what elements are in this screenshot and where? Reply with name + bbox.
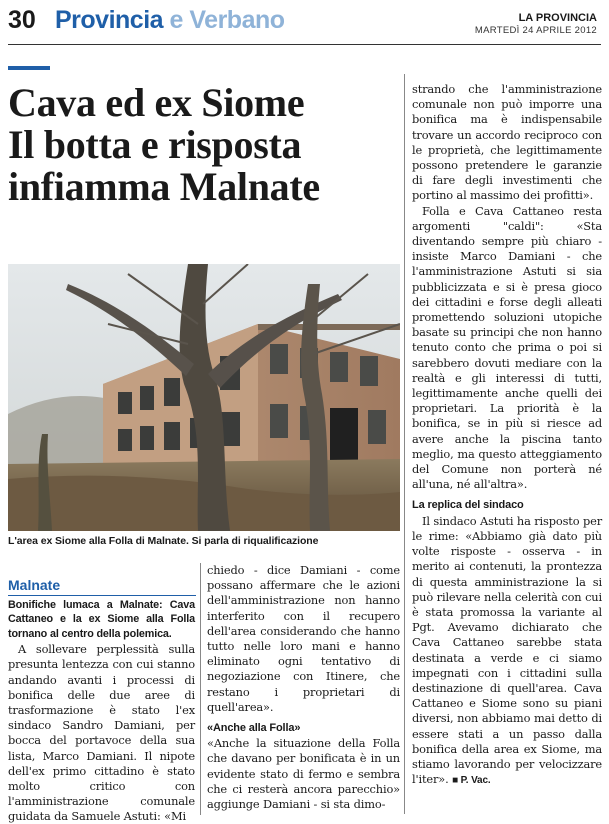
- headline-line: Cava ed ex Siome: [8, 80, 305, 125]
- byline: ■ P. Vac.: [452, 775, 491, 787]
- headline-line: Il botta e risposta: [8, 122, 302, 167]
- article-lead: Bonifiche lumaca a Malnate: Cava Cattaneo e la ex Siome alla Folla tornano al centro della polemica.: [8, 599, 195, 640]
- article-paragraph: strando che l'amministrazione comunale non può imporre una bonifica ma è indispensabile trovare un accordo reciproco con le proprietà, che legittimamente possono pretendere le garanzie di fare degli investimenti che portino al massimo dei profitti».: [412, 82, 602, 203]
- headline: [8, 82, 400, 208]
- article-subhead: «Anche alla Folla»: [207, 722, 301, 735]
- article-paragraph: A sollevare perplessità sulla presunta lentezza con cui stanno andando avanti i processi di bonifica delle due aree di trasformazione è stato l'ex sindaco Sandro Damiani, per bocca del portavoce della sua lista, Marco Damiani. Il nipote dell'ex primo cittadino è stato molto critico con l'amministrazione comunale guidata da Samuele Astuti: «Mi: [8, 642, 195, 824]
- photo-caption: L'area ex Siome alla Folla di Malnate. Si parla di riqualificazione: [8, 535, 319, 547]
- article-paragraph: «Anche la situazione della Folla che davano per bonificata è in un evidente stato di fermo e sembra che ci resterà ancora parecchio» aggiunge Damiani - si sta dimo-: [207, 736, 400, 812]
- headline-line: infiamma Malnate: [8, 164, 320, 209]
- article-paragraph-text: Il sindaco Astuti ha risposto per le rime: «Abbiamo già dato più volte risposte - osserva - in merito ai contenuti, la prontezza di questa amministrazione la si può rilevare nella celerità con cui è stata promossa la variante al Pgt. Avevamo dichiarato che Cava Cattaneo sarebbe stata destinata a verde e ci siamo impegnati con i cittadini sulla destinazione di quell'area. Cava Cattaneo e Siome sono su piani diversi, non abbiamo mai detto di essere stati a un passo dalla bonifica della area ex Siome, ma stiamo lavorando per velocizzare l'iter».: [412, 513, 602, 787]
- page-number: 30: [8, 6, 36, 34]
- page-header: [0, 0, 609, 50]
- article-subhead: La replica del sindaco: [412, 499, 524, 512]
- article-column-3: [412, 82, 602, 788]
- article-paragraph: [412, 514, 602, 789]
- article-paragraph: Folla e Cava Cattaneo resta argomenti "caldi": «Sta diventando sempre più chiaro - insiste Marco Damiani - che l'amministrazione Astuti si sia pubblicizzata e si è presa gioco dei cittadini e forse degli alleati promettendo soluzioni utopiche basate su principi che non hanno tenuto conto che prima o poi si sarebbero dovuti mediare con la realtà e gli interessi di tutti, legittimamente anche quelli dei proprietari. La priorità è la bonifica, se in più si riesce ad avere anche la piscina tanto meglio, ma questo atteggiamento del Comune non porterà né all'una, né all'altra».: [412, 203, 602, 492]
- subsection-name: e Verbano: [169, 6, 285, 34]
- column-divider: [200, 563, 201, 815]
- article-paragraph: chiedo - dice Damiani - come possano affermare che le azioni dell'amministrazione non hanno interferito con il recupero dell'area considerando che hanno tutto nelle loro mani e hanno eliminato ogni tentativo di negoziazione con Itinere, che restano i proprietari di quell'area».: [207, 563, 400, 714]
- photo-building-trees-icon: [8, 264, 400, 531]
- location-underline: [8, 595, 196, 596]
- article-column-2: [207, 563, 400, 812]
- article-photo: [8, 264, 400, 531]
- newspaper-name: LA PROVINCIA: [518, 12, 597, 24]
- issue-date: MARTEDÌ 24 APRILE 2012: [474, 25, 597, 36]
- kicker-bar: [8, 66, 50, 70]
- location-label: Malnate: [8, 577, 61, 593]
- section-name: Provincia: [55, 6, 164, 34]
- column-divider: [404, 74, 405, 814]
- header-divider: [8, 44, 601, 45]
- article-column-1: [8, 598, 195, 824]
- section-title: [55, 6, 285, 35]
